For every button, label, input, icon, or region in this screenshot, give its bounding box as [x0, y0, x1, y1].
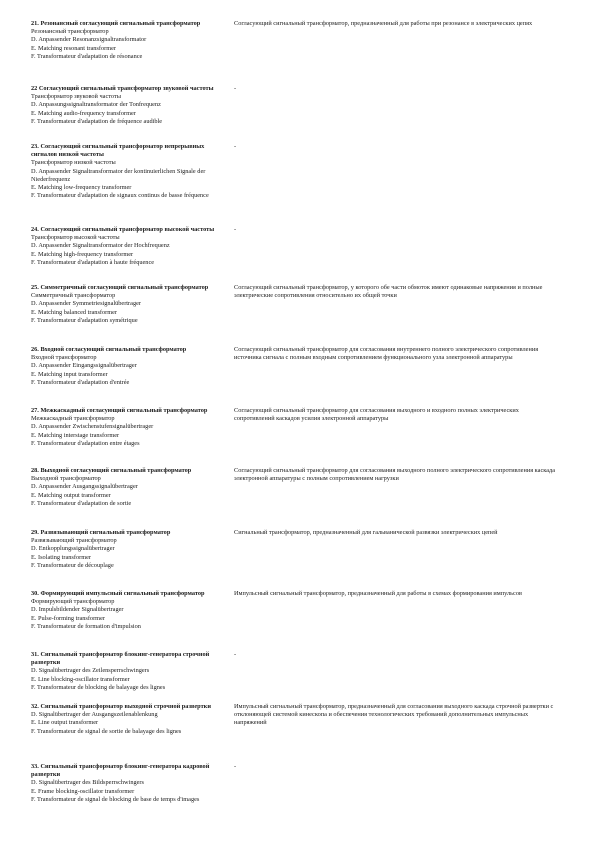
term-column — [31, 703, 231, 736]
term-equivalent: Входной трансформатор — [31, 354, 97, 362]
term-equivalent: E. Matching input transformer — [31, 370, 108, 378]
term-definition: Сигнальный трансформатор, предназначенный для гальванической развязки электрических цепей — [234, 529, 498, 536]
term-equivalent: F. Transformateur de signal de blocking de base de temps d'images — [31, 795, 200, 803]
term-title: 25. Симметричный согласующий сигнальный трансформатор — [31, 284, 209, 291]
term-equivalent: D. Anpassender Resonanzsignaltransformator — [31, 36, 147, 44]
term-title: 22 Согласующий сигнальный трансформатор звуковой частоты — [31, 85, 214, 92]
term-equivalent: E. Matching output transformer — [31, 491, 111, 499]
term-equivalent: E. Isolating transformer — [31, 553, 91, 561]
term-title: 27. Межкаскадный согласующий сигнальный трансформатор — [31, 407, 208, 414]
term-title: 28. Выходной согласующий сигнальный трансформатор — [31, 467, 192, 474]
term-title: 21. Резонансный согласующий сигнальный трансформатор — [31, 20, 201, 27]
term-definition: - — [234, 763, 237, 770]
term-equivalent: F. Transformateur d'adaptation de sortie — [31, 499, 132, 507]
term-equivalent: F. Transformateur d'adaptation symétrique — [31, 316, 138, 324]
term-title: 23. Согласующий сигнальный трансформатор непрерывных сигналов низкой частоты — [31, 143, 205, 159]
term-definition: - — [234, 143, 237, 150]
term-equivalent: E. Matching interstage transformer — [31, 431, 120, 439]
term-column — [31, 763, 231, 804]
term-equivalent: Выходной трансформатор — [31, 475, 101, 483]
term-definition: Согласующий сигнальный трансформатор, предназначенный для работы при резонансе в электрических цепях — [234, 20, 533, 27]
term-equivalent: F. Transformateur de formation d'impulsion — [31, 622, 141, 630]
term-column — [31, 20, 231, 61]
term-definition: Согласующий сигнальный трансформатор для согласования выходного и входного полных электрических сопротивлений каскадов усилия электронной аппаратуры — [234, 407, 519, 423]
term-equivalent: F. Transformateur de signal de sortie de balayage des lignes — [31, 727, 182, 735]
term-equivalent: E. Frame blocking-oscillator transformer — [31, 787, 135, 795]
term-equivalent: D. Anpassender Ausgangssignalübertrager — [31, 483, 138, 491]
term-equivalent: D. Impulsbildender Signalübertrager — [31, 606, 124, 614]
term-title: 32. Сигнальный трансформатор выходной строчной развертки — [31, 703, 211, 710]
term-title: 29. Развязывающий сигнальный трансформатор — [31, 529, 171, 536]
term-equivalent: Развязывающий трансформатор — [31, 537, 117, 545]
term-equivalent: F. Transformateur d'adaptation d'entrée — [31, 378, 130, 386]
term-equivalent: D. Anpassender Eingangssignalübertrager — [31, 362, 137, 370]
term-equivalent: Трансформатор высокой частоты — [31, 234, 120, 242]
term-definition: Согласующий сигнальный трансформатор для согласования внутреннего полного электрического сопротивления источника сигнала с полным входным сопротивлением функционального узла электронной аппаратуры — [234, 346, 539, 362]
term-equivalent: E. Matching resonant transformer — [31, 44, 116, 52]
term-column — [31, 467, 231, 508]
term-equivalent: Межкаскадный трансформатор — [31, 415, 115, 423]
term-title: 33. Сигнальный трансформатор блокинг-генератора кадровой развертки — [31, 763, 210, 779]
term-title: 31. Сигнальный трансформатор блокинг-генератора строчной развертки — [31, 651, 210, 667]
term-equivalent: D. Anpassungssignaltransformator der Tonfrequenz — [31, 101, 161, 109]
term-equivalent: F. Transformateur de découplage — [31, 561, 114, 569]
term-column — [31, 226, 231, 267]
term-equivalent: E. Line blocking-oscillator transformer — [31, 675, 130, 683]
term-column — [31, 85, 231, 126]
term-column — [31, 346, 231, 387]
term-equivalent: E. Line output transformer — [31, 719, 99, 727]
term-equivalent: D. Signalübertrager des Bildsperrschwingers — [31, 779, 144, 787]
term-title: 24. Согласующий сигнальный трансформатор высокой частоты — [31, 226, 215, 233]
term-title: 26. Входной согласующий сигнальный трансформатор — [31, 346, 187, 353]
term-equivalent: D. Anpassender Signaltransformator der kontinuierlichen Signale der Niederfrequenz — [31, 167, 206, 183]
term-equivalent: D. Entkopplungssignalübertrager — [31, 545, 115, 553]
term-equivalent: E. Pulse-forming transformer — [31, 614, 105, 622]
term-equivalent: E. Matching high-frequency transformer — [31, 250, 134, 258]
term-column — [31, 529, 231, 570]
term-equivalent: D. Anpassender Signaltransformator der Hochfrequenz — [31, 242, 170, 250]
term-equivalent: F. Transformateur d'adaptation entre étages — [31, 439, 140, 447]
term-equivalent: D. Signalübertrager des Zeilensperrschwingers — [31, 667, 150, 675]
term-equivalent: F. Transformateur d'adaptation de fréquence audible — [31, 117, 163, 125]
term-definition: Согласующий сигнальный трансформатор, у которого обе части обмоток имеют одинаковые напряжения и полные электрические сопротивления относительно их общей точки — [234, 284, 543, 300]
term-equivalent: F. Transformateur d'adaptation à haute fréquence — [31, 258, 155, 266]
term-definition: - — [234, 85, 237, 92]
term-definition: - — [234, 226, 237, 233]
term-equivalent: Формирующий трансформатор — [31, 598, 115, 606]
term-definition: - — [234, 651, 237, 658]
term-column — [31, 590, 231, 631]
term-column — [31, 407, 231, 448]
term-equivalent: E. Matching audio-frequency transformer — [31, 109, 136, 117]
term-title: 30. Формирующий импульсный сигнальный трансформатор — [31, 590, 205, 597]
term-equivalent: Резонансный трансформатор — [31, 28, 109, 36]
term-equivalent: F. Transformateur d'adaptation de signaux continus de basse fréquence — [31, 192, 209, 200]
term-definition: Импульсный сигнальный трансформатор, предназначенный для работы в схемах формирования импульсов — [234, 590, 522, 597]
term-column — [31, 143, 231, 200]
term-definition: Импульсный сигнальный трансформатор, предназначенный для согласования выходного каскада строчной развертки с отклоняющей системой кинескопа и обеспечения технологических требований дополнительных импульсных напряжений — [234, 703, 554, 727]
term-equivalent: Симметричный трансформатор — [31, 292, 116, 300]
term-equivalent: Трансформатор низкой частоты — [31, 159, 116, 167]
term-column — [31, 651, 231, 692]
term-equivalent: E. Matching low-frequency transformer — [31, 184, 132, 192]
term-equivalent: D. Anpassender Symmetriesignalübertrager — [31, 300, 141, 308]
term-equivalent: E. Matching balanced transformer — [31, 308, 118, 316]
term-equivalent: F. Transformateur d'adaptation de résonance — [31, 52, 143, 60]
term-equivalent: D. Anpassender Zwischenstufensignalübertrager — [31, 423, 154, 431]
term-column — [31, 284, 231, 325]
term-equivalent: F. Transformateur de blocking de balayage des lignes — [31, 683, 166, 691]
term-definition: Согласующий сигнальный трансформатор для согласования выходного полного электрического сопротивления каскада электронной аппаратуры с полным сопротивлением нагрузки — [234, 467, 555, 483]
term-equivalent: Трансформатор звуковой частоты — [31, 93, 121, 101]
term-equivalent: D. Signalübertrager der Ausgangszeilenablenkung — [31, 711, 158, 719]
